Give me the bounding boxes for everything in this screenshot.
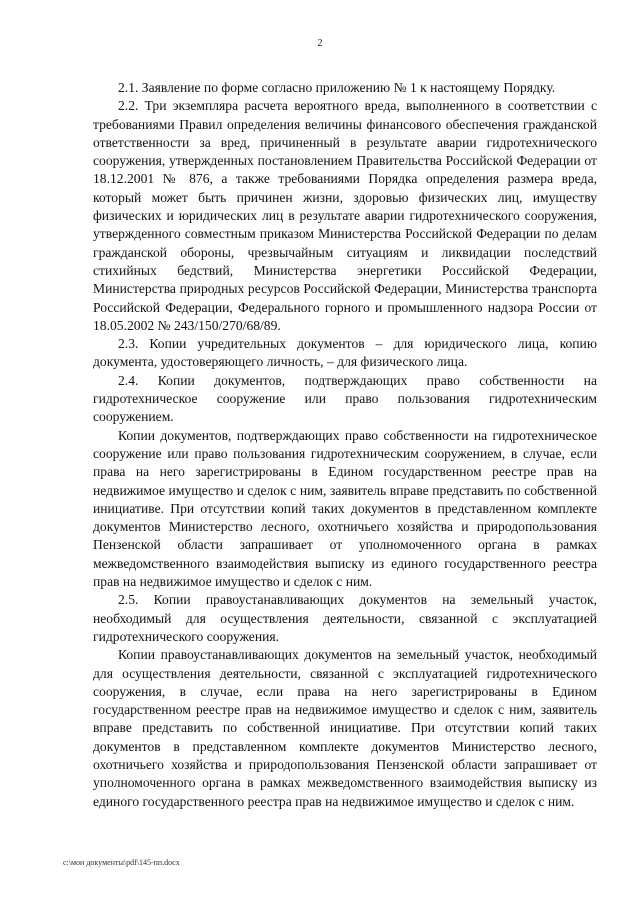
page-number: 2 — [317, 38, 323, 49]
paragraph-2-5-note: Копии правоустанавливающих документов на земельный участок, необходимый для осуществления деятельности, связанной с эксплуатацией гидротехнического сооружения, в случае, если права на него зарегистрированы в Едином государственном реестре прав на недвижимое имущество и сделок с ним, заявитель вправе представить по собственной инициативе. При отсутствии копий таких документов в представленном комплекте документов Министерство лесного, охотничьего хозяйства и природопользования Пензенской области запрашивает от уполномоченного органа в рамках межведомственного взаимодействия выписку из единого государственного реестра прав на недвижимое имущество и сделок с ним. — [93, 647, 597, 809]
paragraph-2-4: 2.4. Копии документов, подтверждающих право собственности на гидротехническое сооружение или право пользования гидротехническим сооружением. — [93, 372, 597, 425]
paragraph-2-4-note: Копии документов, подтверждающих право собственности на гидротехническое сооружение или право пользования гидротехническим сооружением, в случае, если права на него зарегистрированы в Едином государственном реестре прав на недвижимое имущество и сделок с ним, заявитель вправе представить по собственной инициативе. При отсутствии копий таких документов в представленном комплекте документов Министерство лесного, охотничьего хозяйства и природопользования Пензенской области запрашивает от уполномоченного органа в рамках межведомственного взаимодействия выписку из единого государственного реестра прав на недвижимое имущество и сделок с ним. — [93, 427, 597, 590]
paragraph-2-2: 2.2. Три экземпляра расчета вероятного вреда, выполненного в соответствии с требованиями Правил определения величины финансового обеспечения гражданской ответственности за вред, причиненный в результате аварии гидротехнического сооружения, утвержденных постановлением Правительства Российской Федерации от 18.12.2001 № 876, а также требованиями Порядка определения размера вреда, который может быть причинен жизни, здоровью физических лиц, имуществу физических и юридических лиц в результате аварии гидротехнического сооружения, утвержденного совместным приказом Министерства Российской Федерации по делам гражданской обороны, чрезвычайным ситуациям и ликвидации последствий стихийных бедствий, Министерства энергетики Российской Федерации, Министерства природных ресурсов Российской Федерации, Министерства транспорта Российской Федерации, Федерального горного и промышленного надзора России от 18.05.2002 № 243/150/270/68/89. — [93, 98, 597, 333]
paragraph-2-1: 2.1. Заявление по форме согласно приложению № 1 к настоящему Порядку. — [118, 80, 556, 95]
footer-file-path: c:\мои документы\pdf\145-пп.docx — [63, 858, 180, 867]
paragraph-2-3: 2.3. Копии учредительных документов – для юридического лица, копию документа, удостоверяющего личность, – для физического лица. — [93, 336, 597, 370]
paragraph-2-5: 2.5. Копии правоустанавливающих документов на земельный участок, необходимый для осуществления деятельности, связанной с эксплуатацией гидротехнического сооружения. — [93, 592, 597, 644]
document-body — [93, 79, 597, 811]
